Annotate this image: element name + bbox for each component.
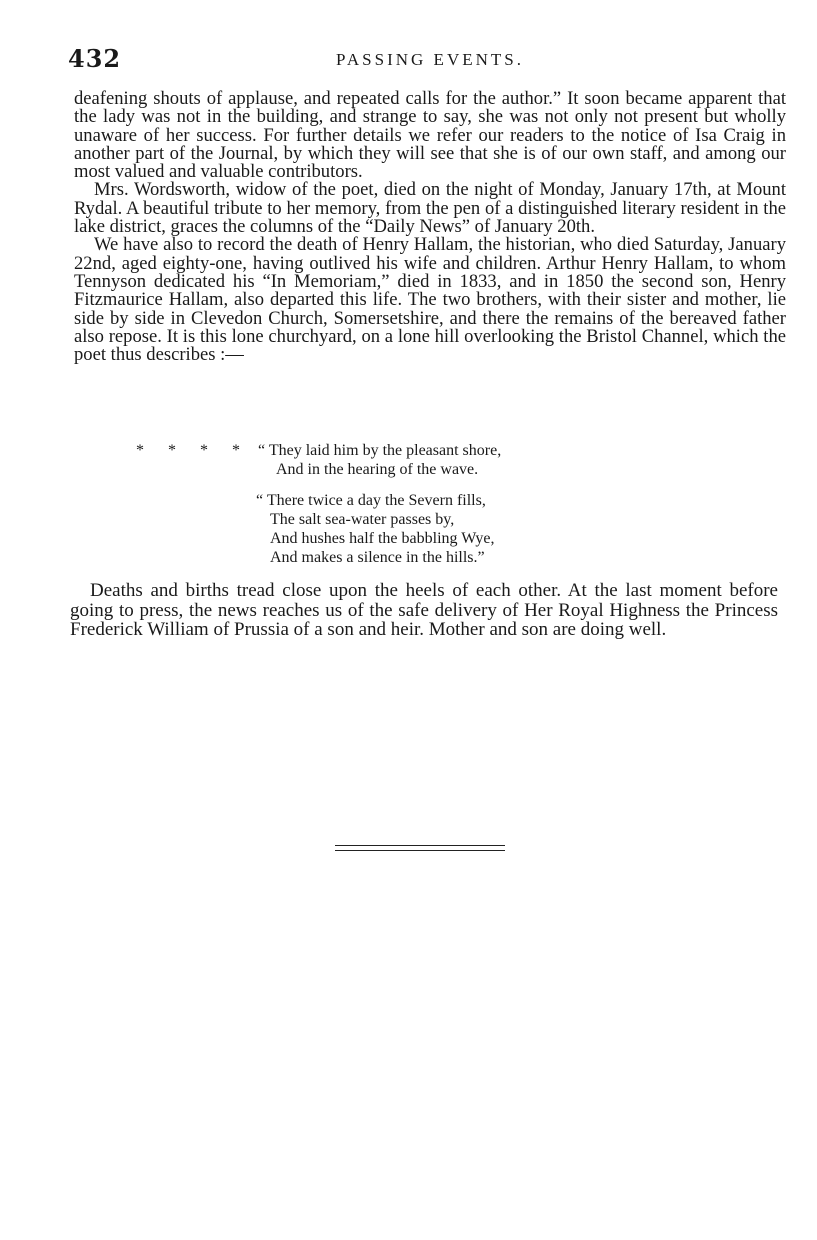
poem-line-text: “ They laid him by the pleasant shore,: [258, 442, 502, 459]
page-number: 432: [68, 44, 122, 73]
poem-line: “ There twice a day the Severn fills,: [256, 492, 486, 509]
closing-section: [70, 581, 778, 640]
paragraph-royal-birth: Deaths and births tread close upon the heels of each other. At the last moment before going to press, the news reaches us of the safe delivery of Her Royal Highness the Princess Frederick William of Prussia of a son and heir. Mother and son are doing well.: [70, 580, 778, 640]
poem-stanza-1: [136, 441, 501, 479]
section-divider-rule: [335, 845, 505, 846]
section-divider-rule: [335, 850, 505, 851]
article-body: [74, 90, 786, 364]
running-title: PASSING EVENTS.: [336, 50, 524, 69]
ellipsis-stars: * * * *: [136, 442, 250, 459]
poem-line: And hushes half the babbling Wye,: [270, 530, 495, 547]
paragraph-hallam: We have also to record the death of Henry Hallam, the historian, who died Saturday, January 22nd, aged eighty-one, having outlived his wife and children. Arthur Henry Hallam, to whom Tennyson dedicated his “In Memoriam,” died in 1833, and in 1850 the second son, Henry Fitzmaurice Hallam, also departed this life. The two brothers, with their sister and mother, lie side by side in Clevedon Church, Somersetshire, and there the remains of the bereaved father also repose. It is this lone churchyard, on a lone hill overlooking the Bristol Channel, which the poet thus describes :—: [74, 234, 786, 366]
poem-line: The salt sea-water passes by,: [270, 511, 455, 528]
poem-line: And in the hearing of the wave.: [276, 461, 479, 478]
paragraph-wordsworth: Mrs. Wordsworth, widow of the poet, died on the night of Monday, January 17th, at Mount Rydal. A beautiful tribute to her memory, from the pen of a distinguished literary resident in the lake district, graces the columns of the “Daily News” of January 20th.: [74, 179, 786, 238]
paragraph-applause: deafening shouts of applause, and repeated calls for the author.” It soon became apparent that the lady was not in the building, and strange to say, she was not only not present but wholly unaware of her success. For further details we refer our readers to the notice of Isa Craig in another part of the Journal, by which they will see that she is of our own staff, and among our most valued and valuable contributors.: [74, 88, 786, 183]
page-header: [68, 44, 786, 74]
poem-line: And makes a silence in the hills.”: [270, 549, 485, 566]
poem-line: [136, 441, 501, 460]
poem-stanza-2: [256, 491, 494, 567]
